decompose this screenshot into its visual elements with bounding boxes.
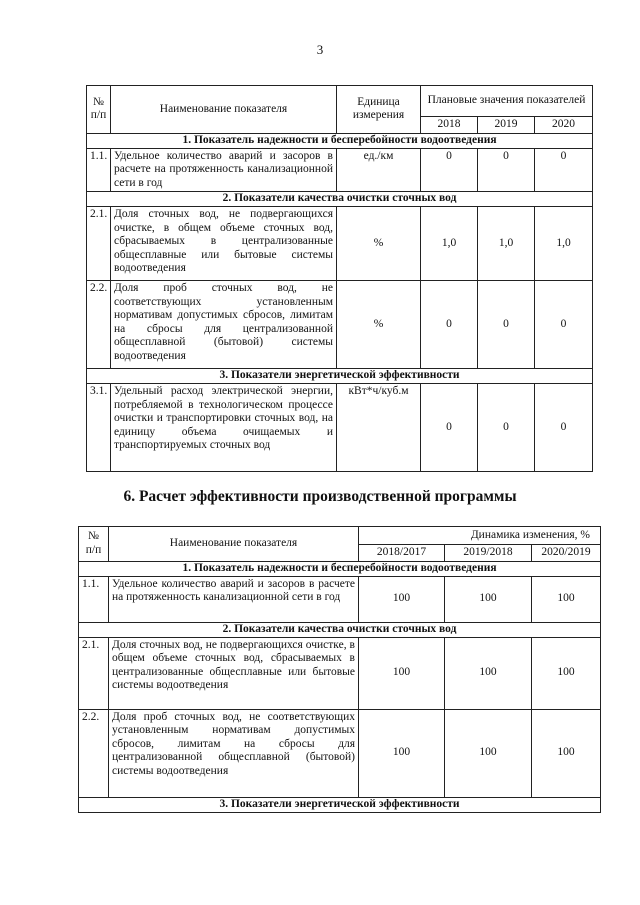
value-cell: 0: [478, 384, 535, 472]
value-cell: 100: [359, 709, 445, 797]
indicator-name: Удельное количество аварий и засоров в расчете на протяженность канализационной сети в год: [109, 576, 359, 622]
value-cell: 100: [532, 709, 601, 797]
header-year: 2019: [478, 117, 535, 134]
header-name: Наименование показателя: [111, 86, 337, 134]
value-cell: 100: [359, 576, 445, 622]
value-cell: 0: [535, 384, 593, 472]
section-title: 3. Показатели энергетической эффективности: [79, 797, 601, 812]
value-cell: 100: [359, 637, 445, 709]
value-cell: 100: [532, 576, 601, 622]
row-number: 2.2.: [79, 709, 109, 797]
header-plan: Плановые значения показателей: [421, 86, 593, 117]
header-year: 2018: [421, 117, 478, 134]
section-title: 1. Показатель надежности и бесперебойности водоотведения: [79, 561, 601, 576]
header-unit: Единица измерения: [337, 86, 421, 134]
indicator-name: Доля проб сточных вод, не соответствующих установленным нормативам допустимых сбросов, лимитам на сбросы для централизованной общесплавной (бытовой) системы водоотведения: [111, 281, 337, 369]
unit-cell: кВт*ч/куб.м: [337, 384, 421, 472]
value-cell: 0: [535, 281, 593, 369]
section-title: 3. Показатели энергетической эффективности: [87, 369, 593, 384]
value-cell: 0: [421, 384, 478, 472]
header-year: 2020: [535, 117, 593, 134]
row-number: 3.1.: [87, 384, 111, 472]
header-period: 2018/2017: [359, 545, 445, 562]
row-number: 1.1.: [79, 576, 109, 622]
unit-cell: ед./км: [337, 148, 421, 192]
value-cell: 0: [478, 281, 535, 369]
header-dynamics: Динамика изменения, %: [359, 527, 601, 545]
header-period: 2019/2018: [445, 545, 532, 562]
indicator-name: Удельный расход электрической энергии, потребляемой в технологическом процессе очистки и транспортировки сточных вод, на единицу объема очищаемых и транспортируемых сточных вод: [111, 384, 337, 472]
value-cell: 1,0: [478, 207, 535, 281]
value-cell: 0: [478, 148, 535, 192]
row-number: 2.1.: [79, 637, 109, 709]
indicator-name: Доля сточных вод, не подвергающихся очистке, в общем объеме сточных вод, сбрасываемых в централизованные общесплавные или бытовые системы водоотведения: [111, 207, 337, 281]
unit-cell: %: [337, 207, 421, 281]
header-name: Наименование показателя: [109, 527, 359, 562]
value-cell: 0: [421, 148, 478, 192]
value-cell: 1,0: [421, 207, 478, 281]
value-cell: 100: [532, 637, 601, 709]
indicator-name: Доля проб сточных вод, не соответствующих установленным нормативам допустимых сбросов, лимитам на сбросы для централизованной общесплавной (бытовой) системы водоотведения: [109, 709, 359, 797]
header-num: № п/п: [79, 527, 109, 562]
value-cell: 100: [445, 709, 532, 797]
planned-values-table: [86, 85, 593, 472]
section-title: 1. Показатель надежности и бесперебойности водоотведения: [87, 133, 593, 148]
efficiency-table: [78, 526, 601, 813]
value-cell: 1,0: [535, 207, 593, 281]
section-heading: 6. Расчет эффективности производственной программы: [123, 488, 517, 505]
indicator-name: Доля сточных вод, не подвергающихся очистке, в общем объеме сточных вод, сбрасываемых в централизованные общесплавные или бытовые системы водоотведения: [109, 637, 359, 709]
row-number: 2.1.: [87, 207, 111, 281]
page-number: 3: [316, 42, 324, 57]
value-cell: 100: [445, 637, 532, 709]
value-cell: 0: [535, 148, 593, 192]
row-number: 2.2.: [87, 281, 111, 369]
row-number: 1.1.: [87, 148, 111, 192]
section-title: 2. Показатели качества очистки сточных вод: [79, 622, 601, 637]
unit-cell: %: [337, 281, 421, 369]
indicator-name: Удельное количество аварий и засоров в расчете на протяженность канализационной сети в год: [111, 148, 337, 192]
value-cell: 0: [421, 281, 478, 369]
header-period: 2020/2019: [532, 545, 601, 562]
section-title: 2. Показатели качества очистки сточных вод: [87, 192, 593, 207]
value-cell: 100: [445, 576, 532, 622]
header-num: № п/п: [87, 86, 111, 134]
